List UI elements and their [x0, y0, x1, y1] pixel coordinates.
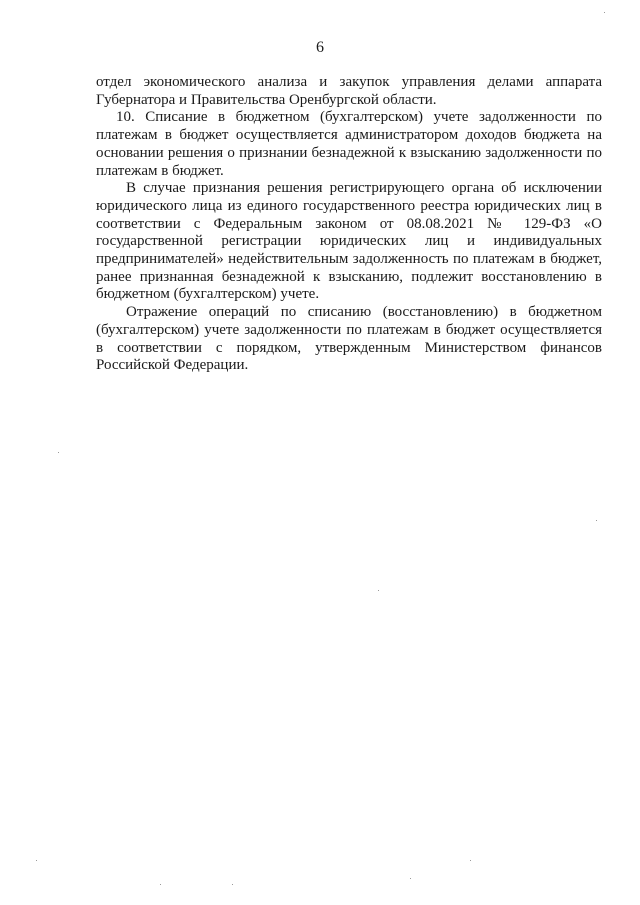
scan-speck: [604, 12, 605, 13]
document-body: [96, 74, 602, 375]
paragraph-continuation: отдел экономического анализа и закупок управления делами аппарата Губернатора и Правительства Оренбургской области.: [96, 74, 602, 108]
scan-speck: [36, 860, 37, 861]
scan-speck: [470, 860, 471, 861]
scan-speck: [232, 884, 233, 885]
page-number: 6: [316, 39, 324, 56]
scan-speck: [378, 590, 379, 591]
paragraph-item-10: 10. Списание в бюджетном (бухгалтерском) учете задолженности по платежам в бюджет осуществляется администратором доходов бюджета на основании решения о признании безнадежной к взысканию задолженности по платежам в бюджет.: [96, 109, 602, 179]
paragraph-accounting: Отражение операций по списанию (восстановлению) в бюджетном (бухгалтерском) учете задолженности по платежам в бюджет осуществляется в соответствии с порядком, утвержденным Министерством финансов Российской Федерации.: [96, 304, 602, 374]
scan-speck: [160, 884, 161, 885]
paragraph-restoration: В случае признания решения регистрирующего органа об исключении юридического лица из единого государственного реестра юридических лиц в соответствии с Федеральным законом от 08.08.2021 № 129-ФЗ «О государственной регистрации юридических лиц и индивидуальных предпринимателей» недействительным задолженность по платежам в бюджет, ранее признанная безнадежной к взысканию, подлежит восстановлению в бюджетном (бухгалтерском) учете.: [96, 180, 602, 303]
scan-speck: [58, 452, 59, 453]
scan-speck: [596, 520, 597, 521]
scan-speck: [410, 878, 411, 879]
